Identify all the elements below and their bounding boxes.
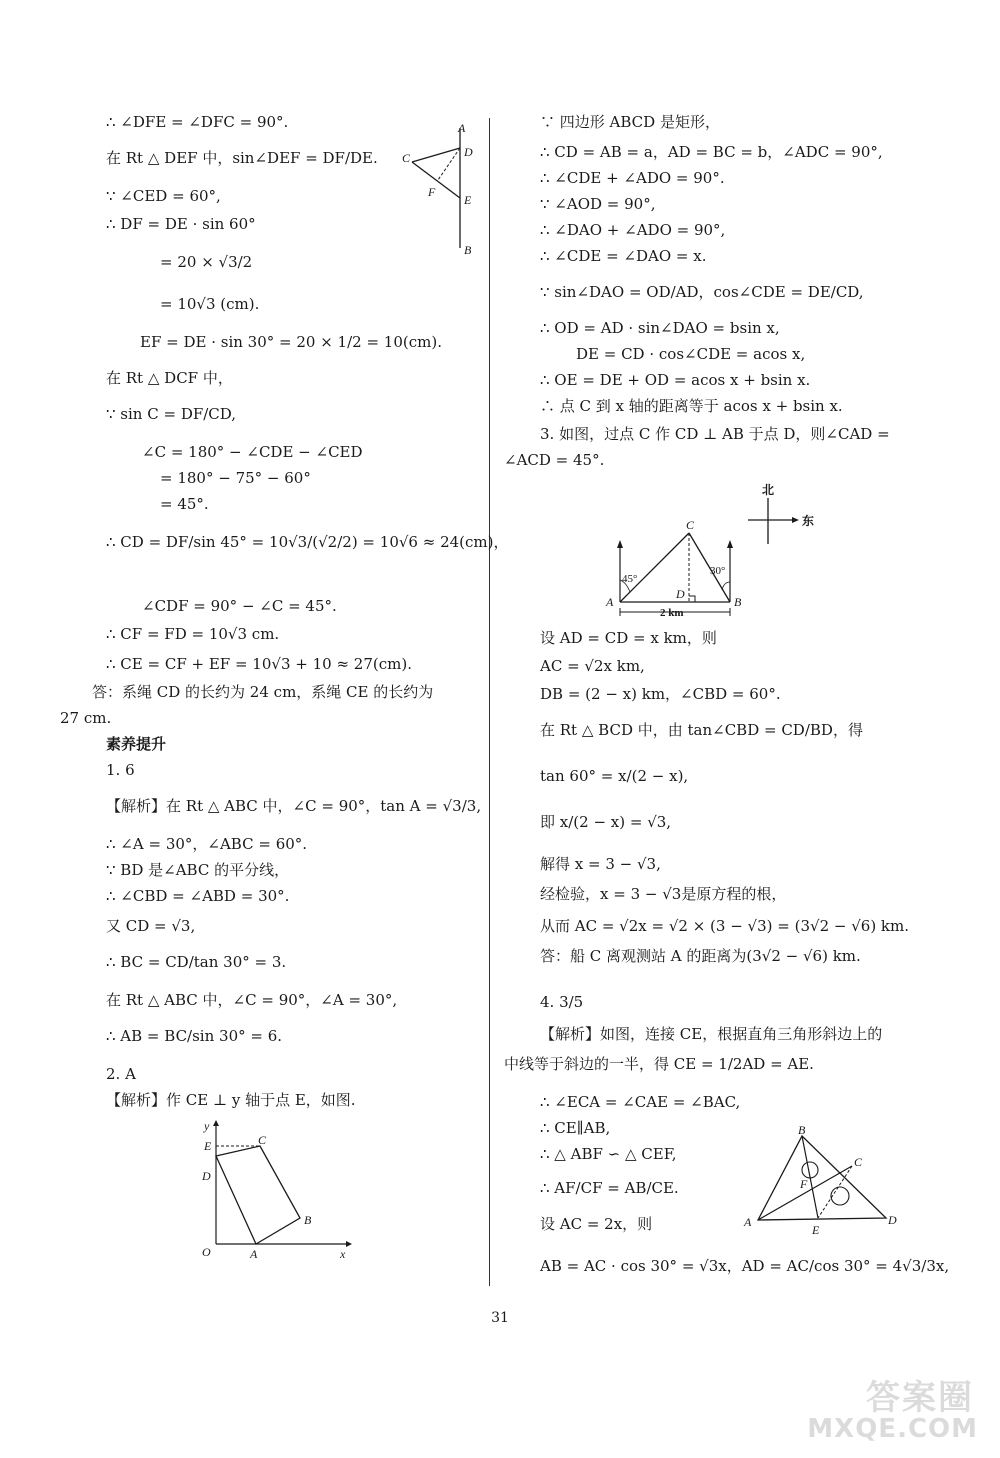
text-line: 经检验，x = 3 − √3是原方程的根， xyxy=(540,885,787,903)
label-A: A xyxy=(250,1247,258,1261)
label-B: B xyxy=(464,243,472,257)
text-line: ∠CDF = 90° − ∠C = 45°. xyxy=(142,597,337,615)
label-F: F xyxy=(428,185,436,199)
text-line: 答：系绳 CD 的长约为 24 cm，系绳 CE 的长约为 xyxy=(92,683,434,701)
text-line: 在 Rt △ DEF 中，sin∠DEF = DF/DE. xyxy=(106,149,378,167)
label-F: F xyxy=(800,1177,808,1191)
text-line: 设 AD = CD = x km，则 xyxy=(540,629,717,647)
text-line: ∴ AF/CF = AB/CE. xyxy=(540,1179,679,1197)
text-line: 3. 如图，过点 C 作 CD ⊥ AB 于点 D，则∠CAD = xyxy=(540,425,890,443)
label-E: E xyxy=(812,1223,820,1237)
text-line: 27 cm. xyxy=(60,709,112,727)
text-line: = 20 × √3/2 xyxy=(160,253,253,271)
watermark-url: MXQE.COM xyxy=(807,1414,978,1444)
text-line: ∴ ∠CDE + ∠ADO = 90°. xyxy=(540,169,725,187)
text-line: ∵ ∠CED = 60°, xyxy=(106,187,221,205)
label-D: D xyxy=(202,1169,211,1183)
label-B: B xyxy=(798,1123,806,1137)
text-line: ∴ △ ABF ∽ △ CEF, xyxy=(540,1145,677,1163)
text-line: ∴ OE = DE + OD = acos x + bsin x. xyxy=(540,371,811,389)
figure-ship-station xyxy=(596,478,826,626)
text-line: EF = DE · sin 30° = 20 × 1/2 = 10(cm). xyxy=(140,333,442,351)
text-line: DE = CD · cos∠CDE = acos x, xyxy=(576,345,806,363)
text-line: 在 Rt △ ABC 中，∠C = 90°，∠A = 30°, xyxy=(106,991,398,1009)
figure-rectangle-axes xyxy=(196,1118,356,1263)
text-line: ∴ AB = BC/sin 30° = 6. xyxy=(106,1027,283,1045)
label-C: C xyxy=(402,151,411,165)
label-B: B xyxy=(304,1213,312,1227)
label-E: E xyxy=(464,193,472,207)
text-line: ∵ sin C = DF/CD, xyxy=(106,405,237,423)
label-north: 北 xyxy=(762,483,775,497)
text-line: ∴ ∠A = 30°，∠ABC = 60°. xyxy=(106,835,308,853)
text-line: 在 Rt △ BCD 中，由 tan∠CBD = CD/BD，得 xyxy=(540,721,863,739)
figure-triangle-circles xyxy=(740,1122,905,1240)
text-line: = 10√3 (cm). xyxy=(160,295,260,313)
text-line: ∠C = 180° − ∠CDE − ∠CED xyxy=(142,443,363,461)
text-line: 设 AC = 2x，则 xyxy=(540,1215,653,1233)
text-line: ∴ DF = DE · sin 60° xyxy=(106,215,256,233)
text-line: 1. 6 xyxy=(106,761,135,779)
label-x: x xyxy=(340,1247,346,1261)
text-line: ∵ ∠AOD = 90°, xyxy=(540,195,656,213)
label-A: A xyxy=(744,1215,752,1229)
text-line: AC = √2x km, xyxy=(540,657,645,675)
text-line: ∴ OD = AD · sin∠DAO = bsin x, xyxy=(540,319,780,337)
label-E: E xyxy=(204,1139,212,1153)
text-line: 答：船 C 离观测站 A 的距离为(3√2 − √6) km. xyxy=(540,947,861,965)
text-line: 在 Rt △ DCF 中， xyxy=(106,369,233,387)
label-2km: 2 km xyxy=(660,607,684,619)
page-number: 31 xyxy=(491,1310,509,1326)
label-30deg: 30° xyxy=(710,565,726,577)
text-line: 又 CD = √3, xyxy=(106,917,196,935)
text-line: ∴ ∠CBD = ∠ABD = 30°. xyxy=(106,887,290,905)
text-line: tan 60° = x/(2 − x), xyxy=(540,767,689,785)
text-line: ∴ CE∥AB, xyxy=(540,1119,611,1137)
text-line: AB = AC · cos 30° = √3x，AD = AC/cos 30° = 4√3/3x, xyxy=(540,1257,950,1275)
text-line: ∴ BC = CD/tan 30° = 3. xyxy=(106,953,287,971)
text-line: ∴ ∠DAO + ∠ADO = 90°, xyxy=(540,221,726,239)
watermark-logo-text: 答案圈 xyxy=(866,1378,974,1418)
text-line: ∵ sin∠DAO = OD/AD，cos∠CDE = DE/CD, xyxy=(540,283,864,301)
text-line: ∴ CD = DF/sin 45° = 10√3/(√2/2) = 10√6 ≈ 24(cm)， xyxy=(106,533,509,551)
text-line: ∴ CD = AB = a，AD = BC = b，∠ADC = 90°, xyxy=(540,143,883,161)
text-line: ∴ ∠CDE = ∠DAO = x. xyxy=(540,247,707,265)
label-A: A xyxy=(606,595,614,609)
figure-rope-diagram xyxy=(398,118,478,263)
text-line: ∵ 四边形 ABCD 是矩形， xyxy=(540,113,720,131)
label-C: C xyxy=(854,1155,863,1169)
section-title: 素养提升 xyxy=(106,735,167,753)
text-line: 从而 AC = √2x = √2 × (3 − √3) = (3√2 − √6) km. xyxy=(540,917,910,935)
text-line: ∴ 点 C 到 x 轴的距离等于 acos x + bsin x. xyxy=(540,397,843,415)
label-O: O xyxy=(202,1245,211,1259)
text-line: 【解析】作 CE ⊥ y 轴于点 E，如图. xyxy=(106,1091,356,1109)
text-line: ∴ ∠ECA = ∠CAE = ∠BAC, xyxy=(540,1093,741,1111)
text-line: ∵ BD 是∠ABC 的平分线， xyxy=(106,861,290,879)
text-line: 【解析】在 Rt △ ABC 中，∠C = 90°，tan A = √3/3, xyxy=(106,797,482,815)
text-line: ∴ ∠DFE = ∠DFC = 90°. xyxy=(106,113,289,131)
column-divider xyxy=(489,118,490,1286)
text-line: 中线等于斜边的一半，得 CE = 1/2AD = AE. xyxy=(504,1055,814,1073)
label-45deg: 45° xyxy=(622,573,638,585)
text-line: ∠ACD = 45°. xyxy=(504,451,605,469)
label-C: C xyxy=(686,518,695,532)
text-line: 4. 3/5 xyxy=(540,993,584,1011)
label-D: D xyxy=(676,587,685,601)
text-line: = 45°. xyxy=(160,495,209,513)
text-line: DB = (2 − x) km，∠CBD = 60°. xyxy=(540,685,781,703)
text-line: = 180° − 75° − 60° xyxy=(160,469,311,487)
label-B: B xyxy=(734,595,742,609)
text-line: 即 x/(2 − x) = √3, xyxy=(540,813,672,831)
text-line: 【解析】如图，连接 CE，根据直角三角形斜边上的 xyxy=(540,1025,883,1043)
label-east: 东 xyxy=(802,514,815,528)
text-line: ∴ CF = FD = 10√3 cm. xyxy=(106,625,280,643)
label-D: D xyxy=(464,145,473,159)
text-line: ∴ CE = CF + EF = 10√3 + 10 ≈ 27(cm). xyxy=(106,655,412,673)
watermark xyxy=(807,1370,982,1450)
label-A: A xyxy=(458,121,466,135)
label-C: C xyxy=(258,1133,267,1147)
label-y: y xyxy=(204,1119,210,1133)
text-line: 2. A xyxy=(106,1065,136,1083)
text-line: 解得 x = 3 − √3, xyxy=(540,855,661,873)
label-D: D xyxy=(888,1213,897,1227)
